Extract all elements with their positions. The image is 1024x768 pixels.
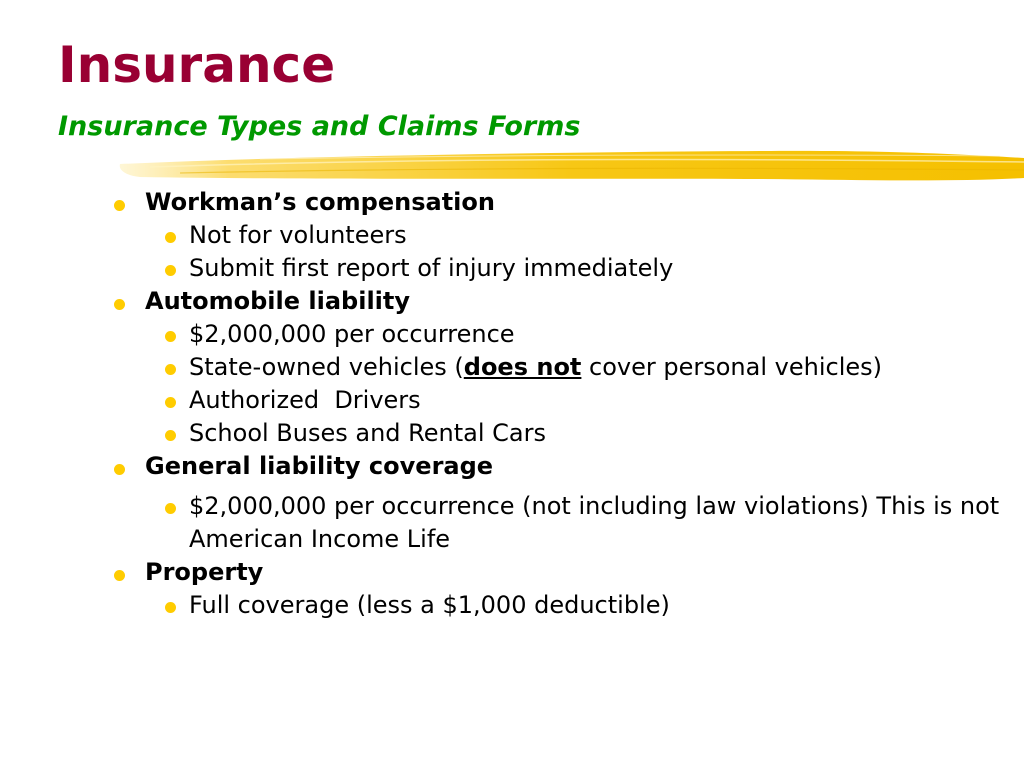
bullet-dot-icon [165,331,176,342]
subbullet-label-after: cover personal vehicles) [581,353,882,381]
bullet-dot-icon [114,464,125,475]
bullet-dot-icon [165,397,176,408]
subbullet-label: School Buses and Rental Cars [189,419,546,447]
bullet-dot-icon [165,232,176,243]
bullet-label: General liability coverage [145,452,494,480]
bullet-property [110,556,1000,589]
slide-subtitle: Insurance Types and Claims Forms [58,111,581,142]
bullet-label: Property [145,558,264,586]
bullet-dot-icon [165,602,176,613]
subbullet-auto-per-occurrence [110,318,1000,351]
bullet-label: Automobile liability [145,287,411,315]
bullet-automobile-liability [110,285,1000,318]
bullet-workmans-compensation [110,186,1000,219]
subbullet-label: Full coverage (less a $1,000 deductible) [189,591,670,619]
subbullet-label: Authorized Drivers [189,386,421,414]
subbullet-label-before: State-owned vehicles ( [189,353,464,381]
subbullet-not-for-volunteers [110,219,1000,252]
slide-title: Insurance [58,36,336,94]
bullet-dot-icon [114,570,125,581]
subbullet-school-buses [110,417,1000,450]
subbullet-label: Not for volunteers [189,221,407,249]
bullet-dot-icon [165,503,176,514]
subbullet-label: $2,000,000 per occurrence [189,320,515,348]
subbullet-submit-first-report [110,252,1000,285]
bullet-label: Workman’s compensation [145,188,495,216]
bullet-dot-icon [165,430,176,441]
subbullet-label: Submit first report of injury immediately [189,254,674,282]
subbullet-label: $2,000,000 per occurrence (not including law violations) This is not American Income Life [189,492,1000,553]
bullet-dot-icon [165,265,176,276]
bullet-dot-icon [114,299,125,310]
subbullet-authorized-drivers [110,384,1000,417]
emphasis-does-not: does not [463,353,582,381]
bullet-list [110,186,1000,622]
bullet-dot-icon [114,200,125,211]
subbullet-state-owned-vehicles [110,351,1000,384]
highlighter-stroke-decoration [0,144,1024,190]
bullet-dot-icon [165,364,176,375]
subbullet-full-coverage [110,589,1000,622]
subbullet-general-per-occurrence [110,490,1000,556]
bullet-general-liability [110,450,1000,483]
